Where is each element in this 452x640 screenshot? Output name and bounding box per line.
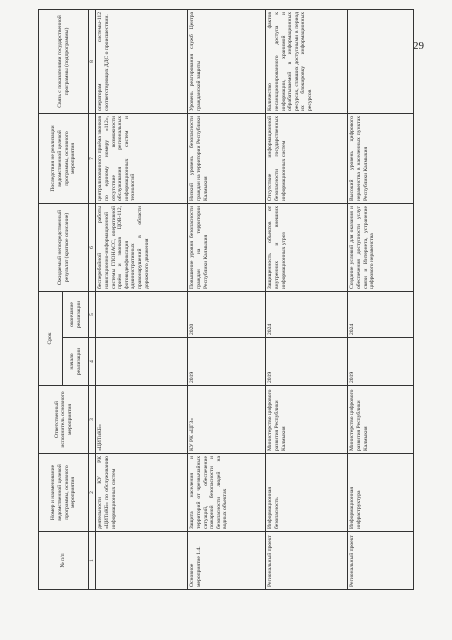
cell-expected-result: Создание условий для оказания и обеспечения доступности услуг связи и Интернета, устранение цифрового неравенства xyxy=(348,203,414,291)
rotated-table-wrapper xyxy=(38,10,413,590)
cell-indicators-link: операторам системы-112 соответствующих ДДС о происшествии. xyxy=(96,9,188,113)
header-expected-result: Ожидаемый непосредственный результат (краткое описание) xyxy=(39,203,89,291)
cell-program-name: деятельности КУ РК «ЦИТиКБ» по обслуживанию информационных систем xyxy=(96,454,188,532)
cell-program-name: Информационная безопасность xyxy=(266,454,348,532)
column-number: 7 xyxy=(89,113,96,203)
cell-start: 2019 xyxy=(348,338,414,386)
cell-end xyxy=(96,291,188,337)
cell-expected-result: Повышение уровня безопасности граждан на территории Республики Калмыкия xyxy=(188,203,266,291)
column-number: 8 xyxy=(89,9,96,113)
cell-end: 2020 xyxy=(188,291,266,337)
table-row xyxy=(96,9,188,589)
header-consequences: Последствия не реализации ведомственной целевой программы, основного мероприятия xyxy=(39,113,89,203)
cell-expected-result: бесперебойной работы навигационно-информационной системы ГЛОНАСС, оперативной приём и звонков ЦОВ-112, фотовидеофиксация административных правонарушений в области дорожного движения xyxy=(96,203,188,291)
column-number: 3 xyxy=(89,386,96,454)
cell-start: 2019 xyxy=(266,338,348,386)
header-row-1 xyxy=(39,9,63,589)
header-end: окончание реализации xyxy=(63,291,89,337)
column-number: 5 xyxy=(89,291,96,337)
column-number: 6 xyxy=(89,203,96,291)
cell-number: Региональный проект xyxy=(348,532,414,590)
cell-consequences: Высокий уровень цифрового неравенства в населенных пунктах Республики Калмыкия xyxy=(348,113,414,203)
header-responsible: Ответственный исполнитель основного мероприятия xyxy=(39,386,89,454)
header-program-name: Номер и наименование ведомственной целевой программы, основного мероприятия xyxy=(39,454,89,532)
cell-indicators-link: Количество фактов несанкционированного доступа к информации, хранимой и обрабатываемой в информационных ресурсах, ставших доступными в период их блокировку информационных ресурсов xyxy=(266,9,348,113)
table-row xyxy=(348,9,414,589)
cell-responsible: Министерство цифрового развития Республики Калмыкия xyxy=(266,386,348,454)
cell-indicators-link: Уровень реагирования служб Центра гражданской защиты xyxy=(188,9,266,113)
cell-indicators-link xyxy=(348,9,414,113)
table-row xyxy=(266,9,348,589)
cell-responsible: Министерство цифрового развития Республики Калмыкия xyxy=(348,386,414,454)
cell-consequences: централизованного приёма звонков по единому номеру «112», отсутствие возможности обслуживания региональных информационных систем и технологий xyxy=(96,113,188,203)
cell-end: 2024 xyxy=(348,291,414,337)
column-number: 4 xyxy=(89,338,96,386)
header-start: начало реализации xyxy=(63,338,89,386)
page-number: 29 xyxy=(413,40,424,52)
header-number: № п/п xyxy=(39,532,89,590)
cell-number xyxy=(96,532,188,590)
cell-number: Региональный проект xyxy=(266,532,348,590)
program-table xyxy=(38,9,414,590)
header-indicators-link: Связь с показателями государственной программы (подпрограммы) xyxy=(39,9,89,113)
column-number: 2 xyxy=(89,454,96,532)
cell-number: Основное мероприятие 1.4. xyxy=(188,532,266,590)
table-row xyxy=(188,9,266,589)
cell-start xyxy=(96,338,188,386)
cell-responsible: «ЦИТиКБ» xyxy=(96,386,188,454)
column-number-row xyxy=(89,9,96,589)
cell-program-name: Защита населения и территорий от чрезвычайных ситуаций, обеспечение пожарной безопасности и безопасности людей на водных объектах xyxy=(188,454,266,532)
cell-consequences: Низкий уровень безопасности граждан на территории Республики Калмыкия xyxy=(188,113,266,203)
cell-consequences: Отсутствие информационной безопасности государственных информационных систем xyxy=(266,113,348,203)
cell-expected-result: Защищенность объектов от внутренних и внешних информационных угроз xyxy=(266,203,348,291)
cell-end: 2024 xyxy=(266,291,348,337)
cell-program-name: Информационная инфраструктура xyxy=(348,454,414,532)
header-term: Срок xyxy=(39,291,63,385)
cell-start: 2019 xyxy=(188,338,266,386)
cell-responsible: КУ РК «ЦГЗ» xyxy=(188,386,266,454)
column-number: 1 xyxy=(89,532,96,590)
